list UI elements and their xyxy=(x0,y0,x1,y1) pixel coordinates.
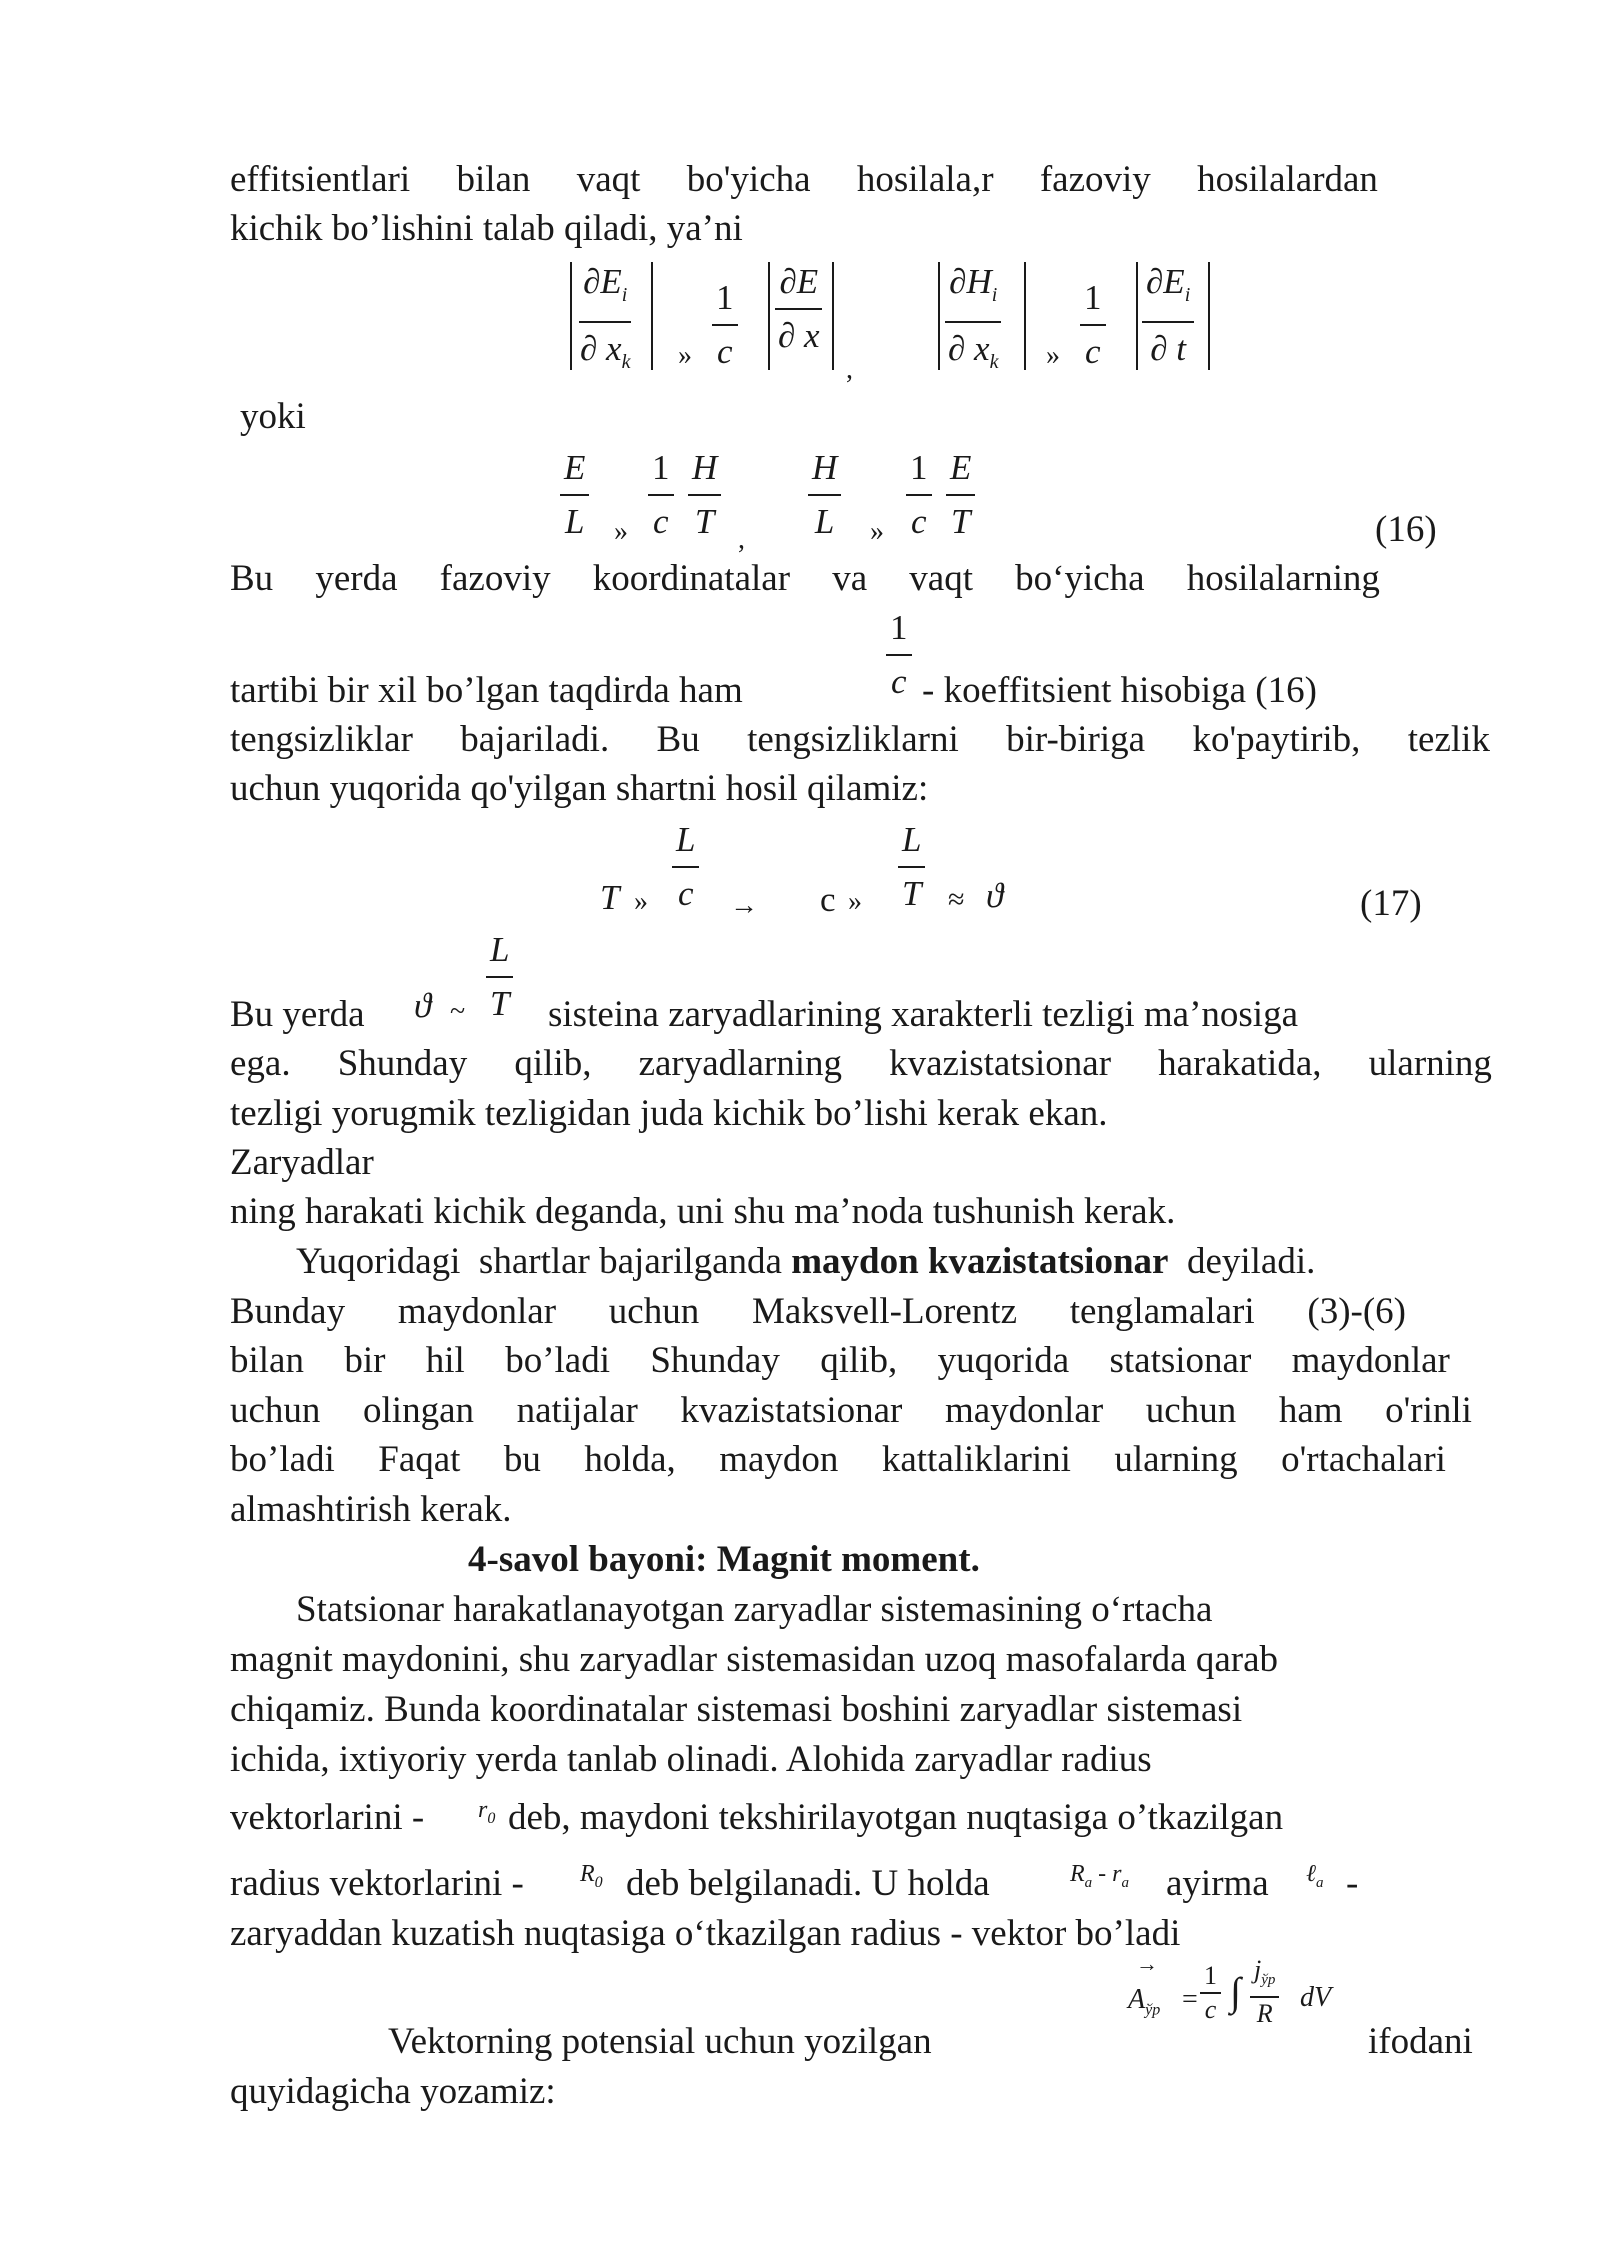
tilde-sign: ~ xyxy=(450,996,466,1027)
para5-line2: magnit maydonini, shu zaryadlar sistemasidan uzoq masofalarda qarab xyxy=(230,1639,1278,1680)
fraction-H-L: $\frac{H}{L}$ xyxy=(808,448,841,542)
para2-line1: Bu yerda fazoviy koordinatalar va vaqt bo‘yicha hosilalarning xyxy=(230,558,1380,599)
arrow-right: → xyxy=(730,890,758,921)
vector-arrow: → xyxy=(1136,1951,1158,1976)
equals-sign: = xyxy=(1182,1984,1198,2015)
para3-line2: ega. Shunday qilib, zaryadlarning kvazistatsionar harakatida, ularning xyxy=(230,1043,1492,1084)
fraction-1-c: $\frac{1}{c}$ xyxy=(648,448,674,542)
abs-bar xyxy=(1024,262,1026,370)
fraction-1-c: $\frac{1}{c}$ xyxy=(1200,1962,1221,2024)
fraction-E-L: $\frac{E}{L}$ xyxy=(560,448,589,542)
para5-line7: zaryaddan kuzatish nuqtasiga o‘tkazilgan radius - vektor bo’ladi xyxy=(230,1913,1181,1954)
abs-bar xyxy=(570,262,572,370)
fraction-E-T: $\frac{E}{T}$ xyxy=(946,448,975,542)
para4-line6: almashtirish kerak. xyxy=(230,1489,512,1530)
fraction-L-T: $\frac{L}{T}$ xyxy=(898,820,925,914)
para1-line1: effitsientlari bilan vaqt bo'yicha hosilala,r fazoviy hosilalardan xyxy=(230,159,1378,200)
para5-line4: ichida, ixtiyoriy yerda tanlab olinadi. Alohida zaryadlar radius xyxy=(230,1739,1152,1780)
fraction-1-c: $\frac{1}{c}$ xyxy=(1080,278,1106,372)
para2-line3: tengsizliklar bajariladi. Bu tengsizliklarni bir-biriga ko'paytirib, tezlik xyxy=(230,719,1490,760)
abs-bar xyxy=(651,262,653,370)
fraction-1-c-inline: $\frac{1}{c}$ xyxy=(886,608,912,702)
para5-line6-a: radius vektorlarini - xyxy=(230,1863,524,1904)
para4-line1: Yuqoridagi shartlar bajarilganda maydon kvazistatsionar deyiladi. xyxy=(296,1241,1316,1282)
abs-bar xyxy=(1208,262,1210,370)
fraction-H-T: $\frac{H}{T}$ xyxy=(688,448,721,542)
much-greater-sign: » xyxy=(678,340,692,371)
para5-line6-b: deb belgilanadi. U holda xyxy=(626,1863,990,1904)
fraction-j-R: $j_{ўр}$ R xyxy=(1250,1956,1279,2028)
abs-bar xyxy=(938,262,940,370)
symbol-dV: dV xyxy=(1300,1982,1332,2013)
para2-line2-a: tartibi bir xil bo’lgan taqdirda ham xyxy=(230,670,743,711)
fraction-dEi-dxk: $\frac{\partial E_i}{\partial x_k}$ xyxy=(580,262,631,373)
symbol-c: c xyxy=(820,880,836,919)
para6-line2: quyidagicha yozamiz: xyxy=(230,2071,556,2112)
fraction-dEi-dt: $\frac{\partial E_i}{\partial t}$ xyxy=(1142,262,1194,369)
symbol-theta: ϑ xyxy=(986,876,1004,915)
abs-bar xyxy=(1136,262,1138,370)
much-greater-sign: » xyxy=(848,886,862,917)
equation-number-16: (16) xyxy=(1375,509,1437,550)
para5-line5-b: deb, maydoni tekshirilayotgan nuqtasiga o’tkazilgan xyxy=(508,1797,1284,1838)
fraction-1-c: $\frac{1}{c}$ xyxy=(712,278,738,372)
para5-line5-a: vektorlarini - xyxy=(230,1797,425,1838)
para4-line2: Bunday maydonlar uchun Maksvell-Lorentz tenglamalari (3)-(6) xyxy=(230,1291,1406,1332)
much-greater-sign: » xyxy=(1046,340,1060,371)
section-heading: 4-savol bayoni: Magnit moment. xyxy=(468,1539,980,1580)
para2-line4: uchun yuqorida qo'yilgan shartni hosil qilamiz: xyxy=(230,768,929,809)
para1-line2: kichik bo’lishini talab qiladi, ya’ni xyxy=(230,208,743,249)
para3-line4: Zaryadlar xyxy=(230,1142,374,1183)
para3-line1-b: sisteina zaryadlarining xarakterli tezligi ma’nosiga xyxy=(548,994,1298,1035)
integral-sign: ∫ xyxy=(1230,1969,1241,2014)
much-greater-sign: » xyxy=(614,516,628,547)
approx-sign: ≈ xyxy=(948,883,965,916)
abs-bar xyxy=(768,262,770,370)
para3-line5: ning harakati kichik deganda, uni shu ma’noda tushunish kerak. xyxy=(230,1191,1176,1232)
para5-line6-c: ayirma xyxy=(1166,1863,1269,1904)
fraction-dHi-dxk: $\frac{\partial H_i}{\partial x_k}$ xyxy=(944,262,1002,382)
para2-line2-b: - koeffitsient hisobiga (16) xyxy=(922,670,1317,711)
para4-line4: uchun olingan natijalar kvazistatsionar maydonlar uchun ham o'rinli xyxy=(230,1390,1472,1431)
symbol-theta: ϑ xyxy=(414,986,432,1025)
symbol-l-a: ℓ$_a$ xyxy=(1306,1861,1324,1891)
comma: , xyxy=(846,354,853,385)
para3-line3: tezligi yorugmik tezligidan juda kichik bo’lishi kerak ekan. xyxy=(230,1093,1108,1134)
para6-line1-a: Vektorning potensial uchun yozilgan xyxy=(388,2021,932,2062)
dash: - xyxy=(1346,1863,1359,1904)
para5-line3: chiqamiz. Bunda koordinatalar sistemasi boshini zaryadlar sistemasi xyxy=(230,1689,1243,1730)
fraction-L-c: $\frac{L}{c}$ xyxy=(672,820,699,914)
much-greater-sign: » xyxy=(870,516,884,547)
fraction-dE-dx: $\frac{\partial E}{\partial x}$ xyxy=(774,262,824,356)
symbol-T: T xyxy=(600,878,620,917)
much-greater-sign: » xyxy=(634,886,648,917)
para5-line1: Statsionar harakatlanayotgan zaryadlar sistemasining o‘rtacha xyxy=(296,1589,1213,1630)
bold-term: maydon kvazistatsionar xyxy=(791,1241,1169,1282)
para3-line1-a: Bu yerda xyxy=(230,994,365,1035)
yoki-word: yoki xyxy=(240,396,306,437)
symbol-Ra-minus-ra: $R_a - r_a$ xyxy=(1070,1861,1130,1891)
symbol-A-avg: $A_{ўр}$ xyxy=(1128,1984,1161,2019)
fraction-L-T-inline: $\frac{L}{T}$ xyxy=(486,930,513,1024)
fraction-1-c: $\frac{1}{c}$ xyxy=(906,448,932,542)
para4-line5: bo’ladi Faqat bu holda, maydon kattaliklarini ularning o'rtachalari xyxy=(230,1439,1446,1480)
equation-number-17: (17) xyxy=(1360,883,1422,924)
symbol-R0: $R_0$ xyxy=(580,1861,603,1891)
symbol-r0: $r_0$ xyxy=(478,1797,496,1827)
para4-line3: bilan bir hil bo’ladi Shunday qilib, yuqorida statsionar maydonlar xyxy=(230,1340,1450,1381)
comma: , xyxy=(738,524,745,555)
abs-bar xyxy=(832,262,834,370)
para6-line1-b: ifodani xyxy=(1368,2021,1473,2062)
